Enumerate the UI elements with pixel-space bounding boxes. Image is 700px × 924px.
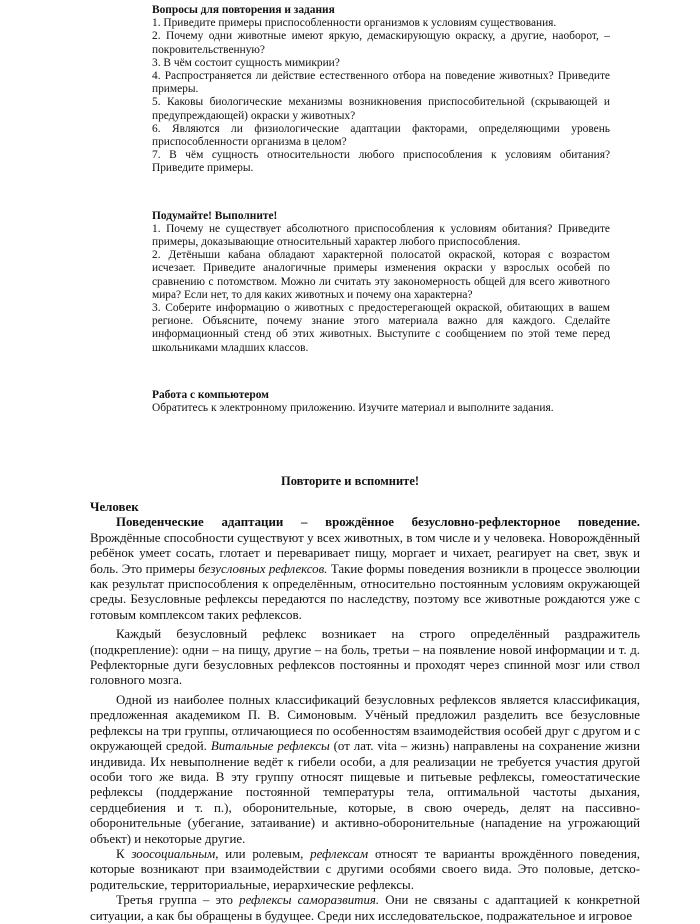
paragraph-1-lead: Поведенческие адаптации – врождённое безусловно-рефлекторное поведение. <box>116 515 640 530</box>
computer-task-text: Обратитесь к электронному приложению. Изучите материал и выполните задания. <box>152 402 554 415</box>
paragraph-2: Каждый безусловный рефлекс возникает на строго определённый раздражитель (подкрепление): одни – на пищу, другие – на боль, третьи – на появление новой информации и т. д. Рефлекторные дуги безусловных рефлексов постоянны и проходят через спинной мозг или ствол головного мозга. <box>90 627 640 688</box>
paragraph-1 <box>90 515 640 623</box>
subheading-human: Человек <box>90 500 139 514</box>
question-item: 4. Распространяется ли действие естественного отбора на поведение животных? Приведите примеры. <box>152 70 610 96</box>
paragraph-1-text-cont: Такие формы поведения возникли в процессе эволюции как результат приспособления к определённым, относительно постоянным условиям окружающей среды. Безусловные рефлексы передаются по наследству, поэтому все животные рождаются уже с готовым комплексом таких рефлексов. <box>90 561 640 622</box>
task-item: 3. Соберите информацию о животных с предостерегающей окраской, обитающих в вашем регионе. Объясните, почему знание этого материала важно для каждого. Сделайте информационный стенд об этих животных. Выступите с сообщением по этой теме перед школьниками младших классов. <box>152 302 610 354</box>
paragraph-1-text: Врождённые способности существуют у всех животных, в том числе и у человека. Новорождённый ребёнок умеет сосать, глотает и переваривает пищу, моргает и чихает, реагирует на свет, звук и боль. Это примеры <box>90 530 640 576</box>
task-item: 1. Почему не существует абсолютного приспособления к условиям обитания? Приведите примеры, доказывающие относительный характер любого приспособления. <box>152 222 610 249</box>
paragraph-4-text-mid: или ролевым, <box>218 846 311 861</box>
term-vital-reflexes: Витальные рефлексы <box>210 739 330 754</box>
paragraph-5 <box>90 893 640 924</box>
term-reflexes: рефлексам <box>310 846 369 861</box>
task-item: 2. Детёныши кабана обладают характерной полосатой окраской, которая с возрастом исчезает. Приведите аналогичные примеры изменения окраски у взрослых особей по сравнению с потомством. Можно ли считать эту закономерность общей для всего животного мира? Если нет, то для каких животных и почему она характерна? <box>152 249 610 301</box>
paragraph-4 <box>90 847 640 893</box>
section-heading-think: Подумайте! Выполните! <box>152 209 278 222</box>
term-unconditioned-reflexes: безусловных рефлексов. <box>198 561 328 576</box>
review-title: Повторите и вспомните! <box>280 474 420 488</box>
section-heading-questions: Вопросы для повторения и задания <box>152 4 335 16</box>
term-zoosocial: зоосоциальным, <box>131 846 219 861</box>
section-heading-computer: Работа с компьютером <box>152 388 269 401</box>
question-item: 6. Являются ли физиологические адаптации факторами, определяющими уровень приспособленности организма в целом? <box>152 122 610 149</box>
computer-section <box>152 389 610 415</box>
question-item: 7. В чём сущность относительности любого приспособления к условиям обитания? Приведите примеры. <box>152 149 610 175</box>
questions-column <box>152 4 610 415</box>
question-item: 1. Приведите примеры приспособленности организмов к условиям существования. <box>152 17 557 30</box>
term-self-development-reflexes: рефлексы саморазвития. <box>239 893 380 908</box>
question-item: 5. Каковы биологические механизмы возникновения приспособительной (скрывающей и предупреждающей) окраски у животных? <box>152 96 610 122</box>
paragraph-3-text: Одной из наиболее полных классификаций безусловных рефлексов является классификация, предложенная академиком П. В. Симоновым. Учёный предложил разделить все безусловные рефлексы на три группы, отличающиеся по особенностям взаимодействия особей друг с другом и с окружающей средой. <box>90 692 640 754</box>
paragraph-5-text: Третья группа – это <box>116 893 240 908</box>
paragraph-4-text-cont: относят те варианты врождённого поведения, которые возникают при взаимодействии с другими особями своего вида. Это половые, детско-родительские, территориальные, иерархические рефлексы. <box>90 846 640 892</box>
question-item: 2. Почему одни животные имеют яркую, демаскирующую окраску, а другие, наоборот, – покровительственную? <box>152 30 610 56</box>
think-section <box>152 210 610 355</box>
paragraph-4-text: К <box>116 846 132 861</box>
paragraph-3-text-cont: (от лат. vita – жизнь) направлены на сохранение жизни индивида. Их невыполнение ведёт к гибели особи, а для реализации не требуется участия другой особи того же вида. В эту группу относят пищевые и питьевые рефлексы, гомеостатические рефлексы (поддержание постоянной температуры тела, оптимальной частоты дыхания, сердцебиения и т. п.), оборонительные, которые, в свою очередь, делят на пассивно-оборонительные (убегание, затаивание) и активно-оборонительные (нападение на угрожающий объект) и некоторые другие. <box>90 739 640 846</box>
paragraph-3 <box>90 693 640 847</box>
main-text <box>90 500 640 924</box>
question-item: 3. В чём состоит сущность мимикрии? <box>152 56 340 69</box>
paragraph-5-text-cont: Они не связаны с адаптацией к конкретной ситуации, а как бы обращены в будущее. Среди них исследовательское, подражательное и игровое <box>90 893 640 923</box>
